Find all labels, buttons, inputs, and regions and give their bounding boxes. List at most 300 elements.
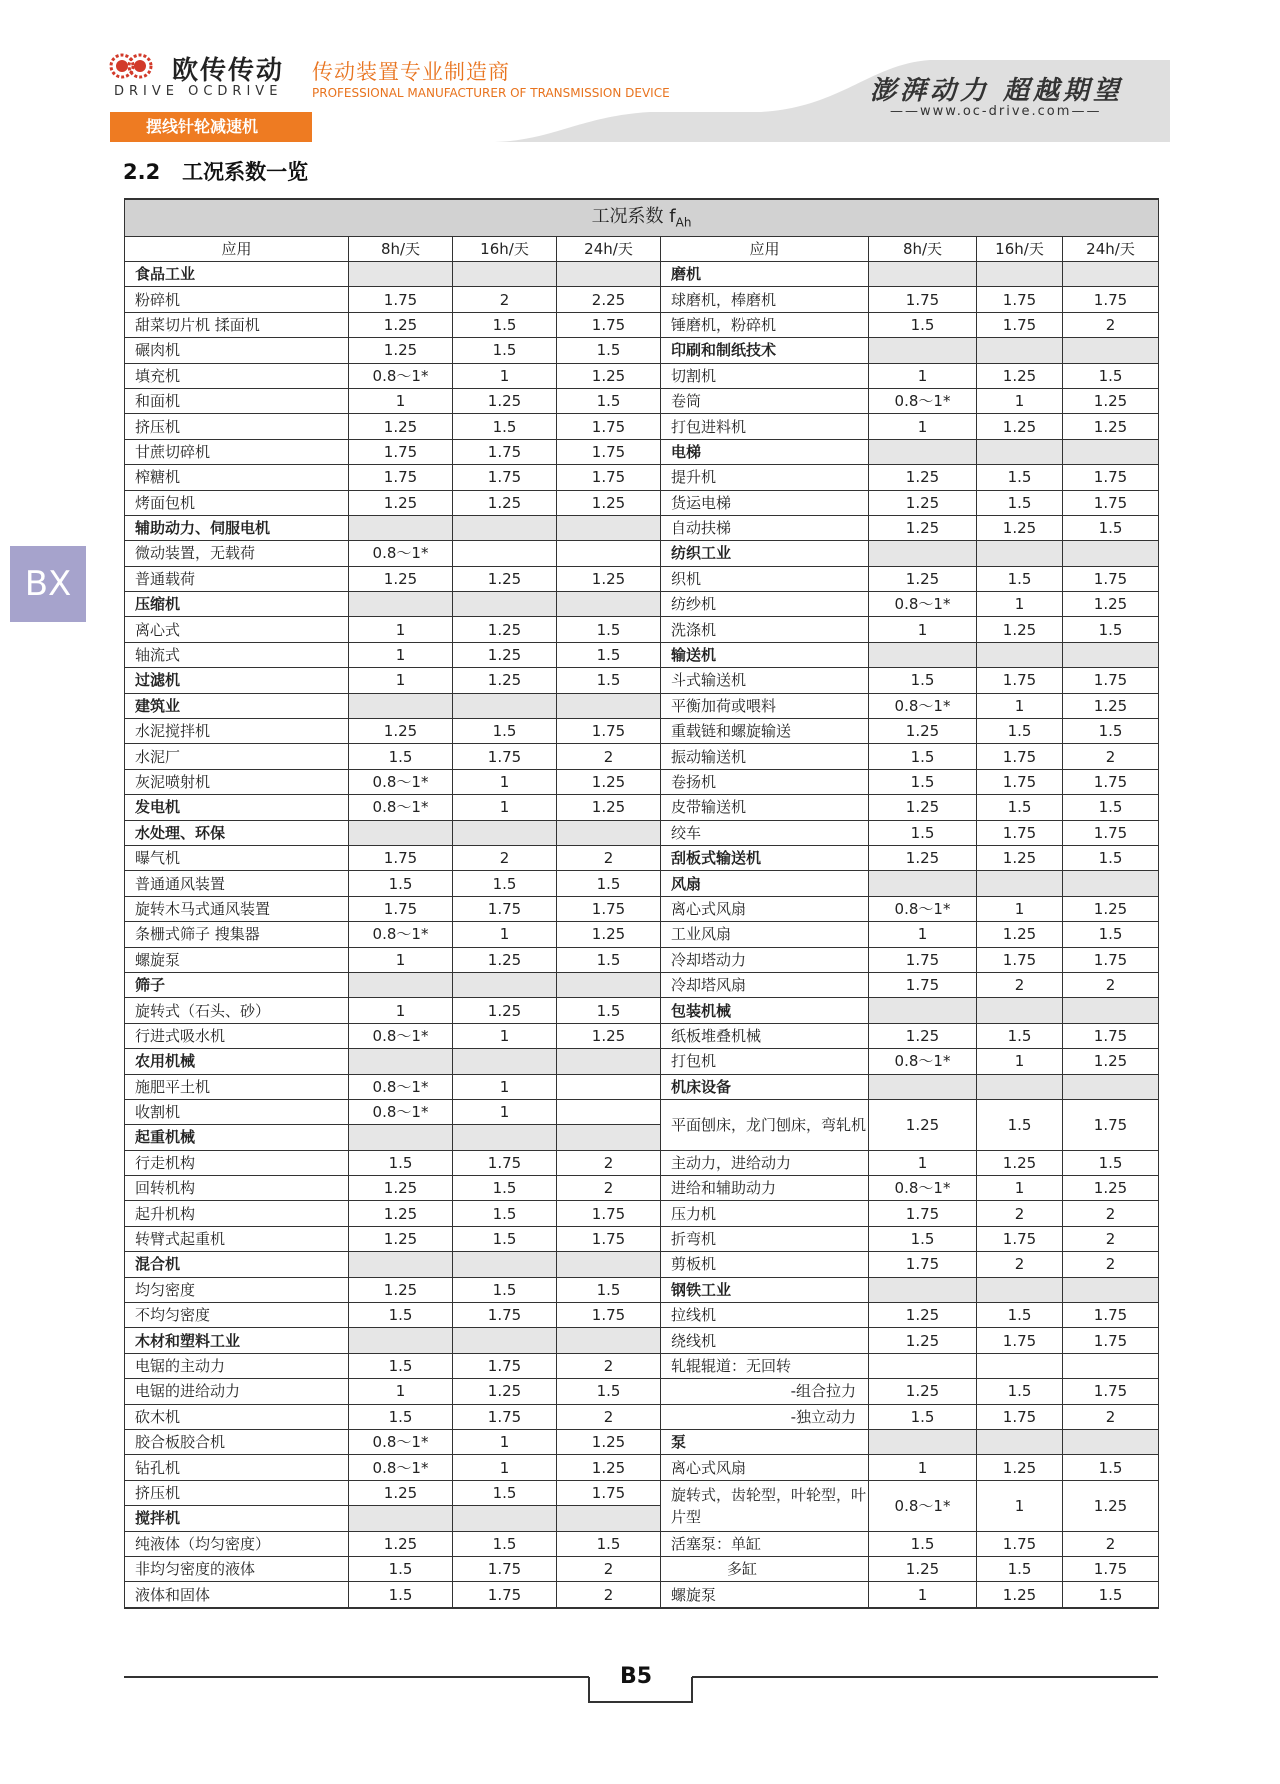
application-name: 曝气机 (125, 845, 349, 870)
factor-value (557, 1074, 661, 1099)
factor-value (869, 871, 977, 896)
factor-value: 1.75 (1063, 1023, 1159, 1048)
table-row (125, 693, 1159, 718)
factor-value: 0.8～1* (869, 592, 977, 617)
factor-value (869, 439, 977, 464)
factor-value: 1 (977, 1176, 1063, 1201)
factor-value: 1.25 (869, 1556, 977, 1581)
application-name: 机床设备 (661, 1074, 869, 1099)
factor-value: 2.25 (557, 287, 661, 312)
brand-name-en: DRIVE OCDRIVE (114, 84, 283, 99)
factor-value: 1.5 (557, 998, 661, 1023)
factor-value (977, 1429, 1063, 1454)
application-name: 榨糖机 (125, 465, 349, 490)
application-name: 液体和固体 (125, 1582, 349, 1608)
factor-value: 1.75 (557, 439, 661, 464)
application-name: 填充机 (125, 363, 349, 388)
factor-value: 1.25 (557, 795, 661, 820)
factor-value: 1.5 (977, 490, 1063, 515)
factor-value (453, 515, 557, 540)
factor-value (453, 1506, 557, 1531)
factor-value: 1.25 (869, 566, 977, 591)
factor-value: 1.25 (1063, 896, 1159, 921)
column-header: 8h/天 (869, 237, 977, 262)
factor-value: 2 (557, 845, 661, 870)
factor-value: 1.75 (1063, 1303, 1159, 1328)
application-name: 均匀密度 (125, 1277, 349, 1302)
factor-value: 1 (869, 1150, 977, 1175)
factor-value: 1.75 (453, 439, 557, 464)
application-name: 微动装置，无载荷 (125, 541, 349, 566)
factor-value (453, 541, 557, 566)
table-row (125, 490, 1159, 515)
factor-value: 1.25 (349, 414, 453, 439)
factor-value: 1.5 (557, 871, 661, 896)
factor-value: 1.75 (1063, 820, 1159, 845)
factor-value: 1.25 (557, 566, 661, 591)
application-name: 旋转式，齿轮型，叶轮型，叶片型 (661, 1480, 869, 1531)
factor-value: 2 (557, 1176, 661, 1201)
application-name: 胶合板胶合机 (125, 1429, 349, 1454)
table-row (125, 439, 1159, 464)
table-row (125, 1074, 1159, 1099)
application-name: 洗涤机 (661, 617, 869, 642)
factor-value (1063, 998, 1159, 1023)
application-name: 普通通风装置 (125, 871, 349, 896)
application-name: 条栅式筛子 搜集器 (125, 922, 349, 947)
factor-value: 1.5 (869, 1404, 977, 1429)
application-name: 织机 (661, 566, 869, 591)
application-name: 自动扶梯 (661, 515, 869, 540)
factor-value (1063, 1277, 1159, 1302)
factor-value (977, 1074, 1063, 1099)
application-name: 平衡加荷或喂料 (661, 693, 869, 718)
factor-value: 1 (453, 363, 557, 388)
factor-value: 1.25 (557, 922, 661, 947)
factor-value: 2 (1063, 972, 1159, 997)
factor-value (349, 820, 453, 845)
application-name: 泵 (661, 1429, 869, 1454)
factor-value: 1.75 (349, 896, 453, 921)
factor-value: 0.8～1* (349, 769, 453, 794)
application-name: 绕线机 (661, 1328, 869, 1353)
factor-value (453, 693, 557, 718)
table-row (125, 896, 1159, 921)
factor-value: 2 (557, 744, 661, 769)
column-header: 8h/天 (349, 237, 453, 262)
factor-value (977, 1353, 1063, 1378)
factor-value: 1 (869, 1455, 977, 1480)
factor-value: 1.25 (349, 1226, 453, 1251)
application-name: 行进式吸水机 (125, 1023, 349, 1048)
factor-value (869, 262, 977, 287)
factor-value: 1 (977, 693, 1063, 718)
factor-value: 1.75 (453, 896, 557, 921)
table-row (125, 1531, 1159, 1556)
table-row (125, 1328, 1159, 1353)
application-name: 离心式风扇 (661, 896, 869, 921)
table-row (125, 642, 1159, 667)
factor-value (977, 338, 1063, 363)
factor-value (977, 541, 1063, 566)
factor-value: 1.75 (869, 1201, 977, 1226)
factor-value (453, 1049, 557, 1074)
application-name: 钻孔机 (125, 1455, 349, 1480)
factor-value (557, 972, 661, 997)
factor-value: 2 (977, 1252, 1063, 1277)
factor-value: 1 (453, 769, 557, 794)
factor-value: 1.75 (1063, 668, 1159, 693)
application-name: 平面刨床，龙门刨床，弯轧机 (661, 1099, 869, 1150)
factor-value: 1.75 (1063, 1099, 1159, 1150)
factor-value (869, 541, 977, 566)
factor-value: 1.25 (977, 363, 1063, 388)
factor-value (869, 1277, 977, 1302)
table-row (125, 1480, 1159, 1505)
application-name: 螺旋泵 (661, 1582, 869, 1608)
application-name: 刮板式输送机 (661, 845, 869, 870)
column-header: 24h/天 (1063, 237, 1159, 262)
application-name: 风扇 (661, 871, 869, 896)
factor-value: 1.25 (869, 1303, 977, 1328)
factor-value: 1.25 (349, 312, 453, 337)
factor-value: 0.8～1* (869, 896, 977, 921)
application-name: 木材和塑料工业 (125, 1328, 349, 1353)
application-name: 输送机 (661, 642, 869, 667)
factor-value: 1.75 (977, 1531, 1063, 1556)
factor-value: 1.5 (349, 1353, 453, 1378)
factor-value: 1.75 (1063, 465, 1159, 490)
factor-value: 1.75 (349, 845, 453, 870)
application-name: 水泥厂 (125, 744, 349, 769)
factor-value (977, 871, 1063, 896)
table-row (125, 1099, 1159, 1124)
application-name: 拉线机 (661, 1303, 869, 1328)
factor-value: 1.25 (349, 566, 453, 591)
factor-value: 1.5 (977, 1023, 1063, 1048)
application-name: 甜菜切片机 揉面机 (125, 312, 349, 337)
table-row (125, 1556, 1159, 1581)
factor-value: 2 (1063, 1252, 1159, 1277)
application-name: 压力机 (661, 1201, 869, 1226)
application-name: 转臂式起重机 (125, 1226, 349, 1251)
factor-value: 1.5 (869, 744, 977, 769)
factor-value: 1.25 (1063, 1176, 1159, 1201)
application-name: 打包进料机 (661, 414, 869, 439)
factor-value (1063, 1429, 1159, 1454)
factor-value: 1.25 (869, 795, 977, 820)
table-row (125, 465, 1159, 490)
factor-value: 1.75 (557, 896, 661, 921)
factor-value: 1.5 (557, 1531, 661, 1556)
factor-value: 1.5 (557, 947, 661, 972)
application-name: 不均匀密度 (125, 1303, 349, 1328)
factor-value: 2 (557, 1556, 661, 1581)
factor-value: 1.5 (453, 719, 557, 744)
table-row (125, 566, 1159, 591)
application-name: 轴流式 (125, 642, 349, 667)
application-name: 建筑业 (125, 693, 349, 718)
application-name: 收割机 (125, 1099, 349, 1124)
factor-value: 1.25 (349, 490, 453, 515)
application-name: 搅拌机 (125, 1506, 349, 1531)
application-name: 烤面包机 (125, 490, 349, 515)
factor-value (1063, 541, 1159, 566)
factor-value: 1 (349, 998, 453, 1023)
factor-value: 2 (1063, 1226, 1159, 1251)
factor-value: 1.75 (977, 769, 1063, 794)
factor-value: 1.5 (977, 465, 1063, 490)
application-name: 混合机 (125, 1252, 349, 1277)
application-name: 锤磨机，粉碎机 (661, 312, 869, 337)
table-row (125, 845, 1159, 870)
factor-value (869, 1353, 977, 1378)
application-name: 印刷和制纸技术 (661, 338, 869, 363)
factor-value: 1.5 (349, 1556, 453, 1581)
factor-value: 1.25 (557, 363, 661, 388)
factor-value: 1.5 (1063, 617, 1159, 642)
application-name: 电锯的主动力 (125, 1353, 349, 1378)
factor-value: 1.5 (977, 1303, 1063, 1328)
factor-value: 1 (977, 1049, 1063, 1074)
table-row (125, 1201, 1159, 1226)
factor-value: 1.75 (557, 1201, 661, 1226)
factor-value: 1.75 (1063, 947, 1159, 972)
application-name: 灰泥喷射机 (125, 769, 349, 794)
table-row (125, 592, 1159, 617)
factor-value (1063, 642, 1159, 667)
table-row (125, 1049, 1159, 1074)
factor-value (869, 998, 977, 1023)
table-row (125, 668, 1159, 693)
table-row (125, 947, 1159, 972)
factor-value: 1.75 (1063, 1379, 1159, 1404)
factor-value: 1.5 (349, 744, 453, 769)
factor-value: 1.25 (349, 1176, 453, 1201)
application-name: 发电机 (125, 795, 349, 820)
factor-value: 1 (869, 1582, 977, 1608)
factor-value: 0.8～1* (349, 922, 453, 947)
factor-value: 1.75 (453, 1404, 557, 1429)
factor-value (869, 1074, 977, 1099)
application-name: 起重机械 (125, 1125, 349, 1150)
factor-value: 1.5 (557, 642, 661, 667)
application-name: 普通载荷 (125, 566, 349, 591)
factor-value: 0.8～1* (869, 1176, 977, 1201)
table-column-headers (125, 237, 1159, 262)
factor-value: 1 (349, 668, 453, 693)
application-name: 打包机 (661, 1049, 869, 1074)
factor-value: 1.5 (453, 338, 557, 363)
factor-value (869, 1429, 977, 1454)
factor-value: 1.75 (977, 820, 1063, 845)
table-super-header: 工况系数 $f_{Ah}$ (125, 199, 1159, 237)
application-name: 旋转式（石头、砂） (125, 998, 349, 1023)
application-name: 过滤机 (125, 668, 349, 693)
factor-value: 2 (1063, 744, 1159, 769)
factor-value (869, 642, 977, 667)
factor-value: 0.8～1* (869, 1049, 977, 1074)
application-name: -组合拉力 (661, 1379, 869, 1404)
application-name: 工业风扇 (661, 922, 869, 947)
application-name: 活塞泵：单缸 (661, 1531, 869, 1556)
factor-value (557, 592, 661, 617)
factor-value (453, 1252, 557, 1277)
factor-value: 2 (453, 287, 557, 312)
factor-value: 1.75 (977, 287, 1063, 312)
factor-value: 1 (453, 1429, 557, 1454)
factor-value: 1.75 (869, 947, 977, 972)
application-name: 球磨机，棒磨机 (661, 287, 869, 312)
factor-value: 1 (349, 1379, 453, 1404)
factor-value: 1.25 (977, 922, 1063, 947)
factor-value: 1.75 (557, 1480, 661, 1505)
factor-value: 1.25 (977, 617, 1063, 642)
factor-value: 1.5 (349, 1303, 453, 1328)
table-row (125, 287, 1159, 312)
table-row (125, 515, 1159, 540)
table-row (125, 388, 1159, 413)
column-header: 应用 (125, 237, 349, 262)
factor-value: 1.75 (869, 972, 977, 997)
factor-value: 1.5 (453, 1531, 557, 1556)
factor-value: 1.5 (1063, 515, 1159, 540)
factor-value: 1.5 (869, 1226, 977, 1251)
factor-value: 1.25 (349, 1277, 453, 1302)
factor-value (557, 1049, 661, 1074)
table-row (125, 795, 1159, 820)
factor-value: 1 (349, 388, 453, 413)
factor-value: 1.25 (1063, 1049, 1159, 1074)
factor-value (349, 693, 453, 718)
factor-value (453, 592, 557, 617)
application-name: 碾肉机 (125, 338, 349, 363)
factor-value: 1.5 (453, 414, 557, 439)
factor-value: 1.75 (557, 719, 661, 744)
table-row (125, 744, 1159, 769)
factor-value: 1.5 (1063, 719, 1159, 744)
factor-value: 1.75 (977, 947, 1063, 972)
factor-value: 1 (453, 795, 557, 820)
factor-value: 1.25 (977, 1150, 1063, 1175)
factor-value: 1.5 (869, 820, 977, 845)
factor-value: 1.75 (557, 414, 661, 439)
application-name: 离心式风扇 (661, 1455, 869, 1480)
factor-value: 1.5 (557, 338, 661, 363)
table-row (125, 312, 1159, 337)
factor-value: 1.25 (977, 414, 1063, 439)
factor-value: 1.5 (977, 566, 1063, 591)
factor-value: 1.5 (869, 769, 977, 794)
factor-value: 1.75 (557, 1303, 661, 1328)
factor-value (557, 1506, 661, 1531)
application-name: 剪板机 (661, 1252, 869, 1277)
factor-value: 1.75 (1063, 287, 1159, 312)
service-factor-table (124, 198, 1159, 1609)
factor-value: 1.75 (349, 287, 453, 312)
factor-value: 0.8～1* (349, 363, 453, 388)
factor-value: 1.25 (557, 769, 661, 794)
side-tab: BX (10, 546, 86, 622)
factor-value (349, 592, 453, 617)
factor-value: 2 (1063, 1531, 1159, 1556)
tagline: 传动装置专业制造商 (312, 60, 510, 84)
factor-value: 1.5 (557, 1277, 661, 1302)
factor-value (453, 972, 557, 997)
factor-value: 1.75 (453, 1556, 557, 1581)
factor-value (557, 820, 661, 845)
factor-value: 1.75 (453, 1353, 557, 1378)
factor-value: 1.5 (869, 312, 977, 337)
table-row (125, 363, 1159, 388)
factor-value: 1.75 (869, 1252, 977, 1277)
factor-value (349, 1328, 453, 1353)
factor-value: 1.5 (1063, 795, 1159, 820)
application-name: 折弯机 (661, 1226, 869, 1251)
factor-value: 0.8～1* (349, 1455, 453, 1480)
table-row (125, 871, 1159, 896)
application-name: 冷却塔风扇 (661, 972, 869, 997)
table-row (125, 262, 1159, 287)
factor-value (1063, 1074, 1159, 1099)
application-name: 螺旋泵 (125, 947, 349, 972)
factor-value: 1.5 (1063, 922, 1159, 947)
factor-value: 1.25 (869, 719, 977, 744)
factor-value: 1.25 (453, 642, 557, 667)
factor-value: 1.5 (349, 1150, 453, 1175)
factor-value: 1 (977, 1480, 1063, 1531)
factor-value (557, 693, 661, 718)
brand-name: 欧传传动 (172, 56, 285, 86)
factor-value (977, 262, 1063, 287)
factor-value: 1.75 (349, 465, 453, 490)
factor-value: 1.5 (557, 1379, 661, 1404)
application-name: 振动输送机 (661, 744, 869, 769)
factor-value: 1.25 (869, 465, 977, 490)
factor-value: 1.5 (349, 871, 453, 896)
factor-value: 1.5 (869, 668, 977, 693)
factor-value: 1.25 (453, 388, 557, 413)
factor-value: 1.25 (1063, 1480, 1159, 1531)
factor-value: 2 (1063, 312, 1159, 337)
application-name: 卷扬机 (661, 769, 869, 794)
factor-value: 1.75 (977, 1328, 1063, 1353)
factor-value (557, 1125, 661, 1150)
application-name: 纯液体（均匀密度） (125, 1531, 349, 1556)
factor-value: 1.5 (453, 1226, 557, 1251)
factor-value: 2 (1063, 1404, 1159, 1429)
factor-value (977, 998, 1063, 1023)
table-row (125, 1277, 1159, 1302)
application-name: 起升机构 (125, 1201, 349, 1226)
application-name: 离心式 (125, 617, 349, 642)
factor-value: 1.75 (1063, 490, 1159, 515)
application-name: 水泥搅拌机 (125, 719, 349, 744)
factor-value: 1.75 (557, 312, 661, 337)
application-name: 甘蔗切碎机 (125, 439, 349, 464)
factor-value: 0.8～1* (349, 1074, 453, 1099)
factor-value: 1.25 (869, 1328, 977, 1353)
table-row (125, 769, 1159, 794)
factor-value: 1 (977, 896, 1063, 921)
factor-value: 1.25 (349, 1480, 453, 1505)
factor-value: 1.75 (453, 1582, 557, 1608)
factor-value (453, 820, 557, 845)
factor-value: 1.75 (977, 1226, 1063, 1251)
factor-value: 1.25 (869, 1099, 977, 1150)
factor-value (1063, 1353, 1159, 1378)
factor-value: 1.25 (557, 1455, 661, 1480)
